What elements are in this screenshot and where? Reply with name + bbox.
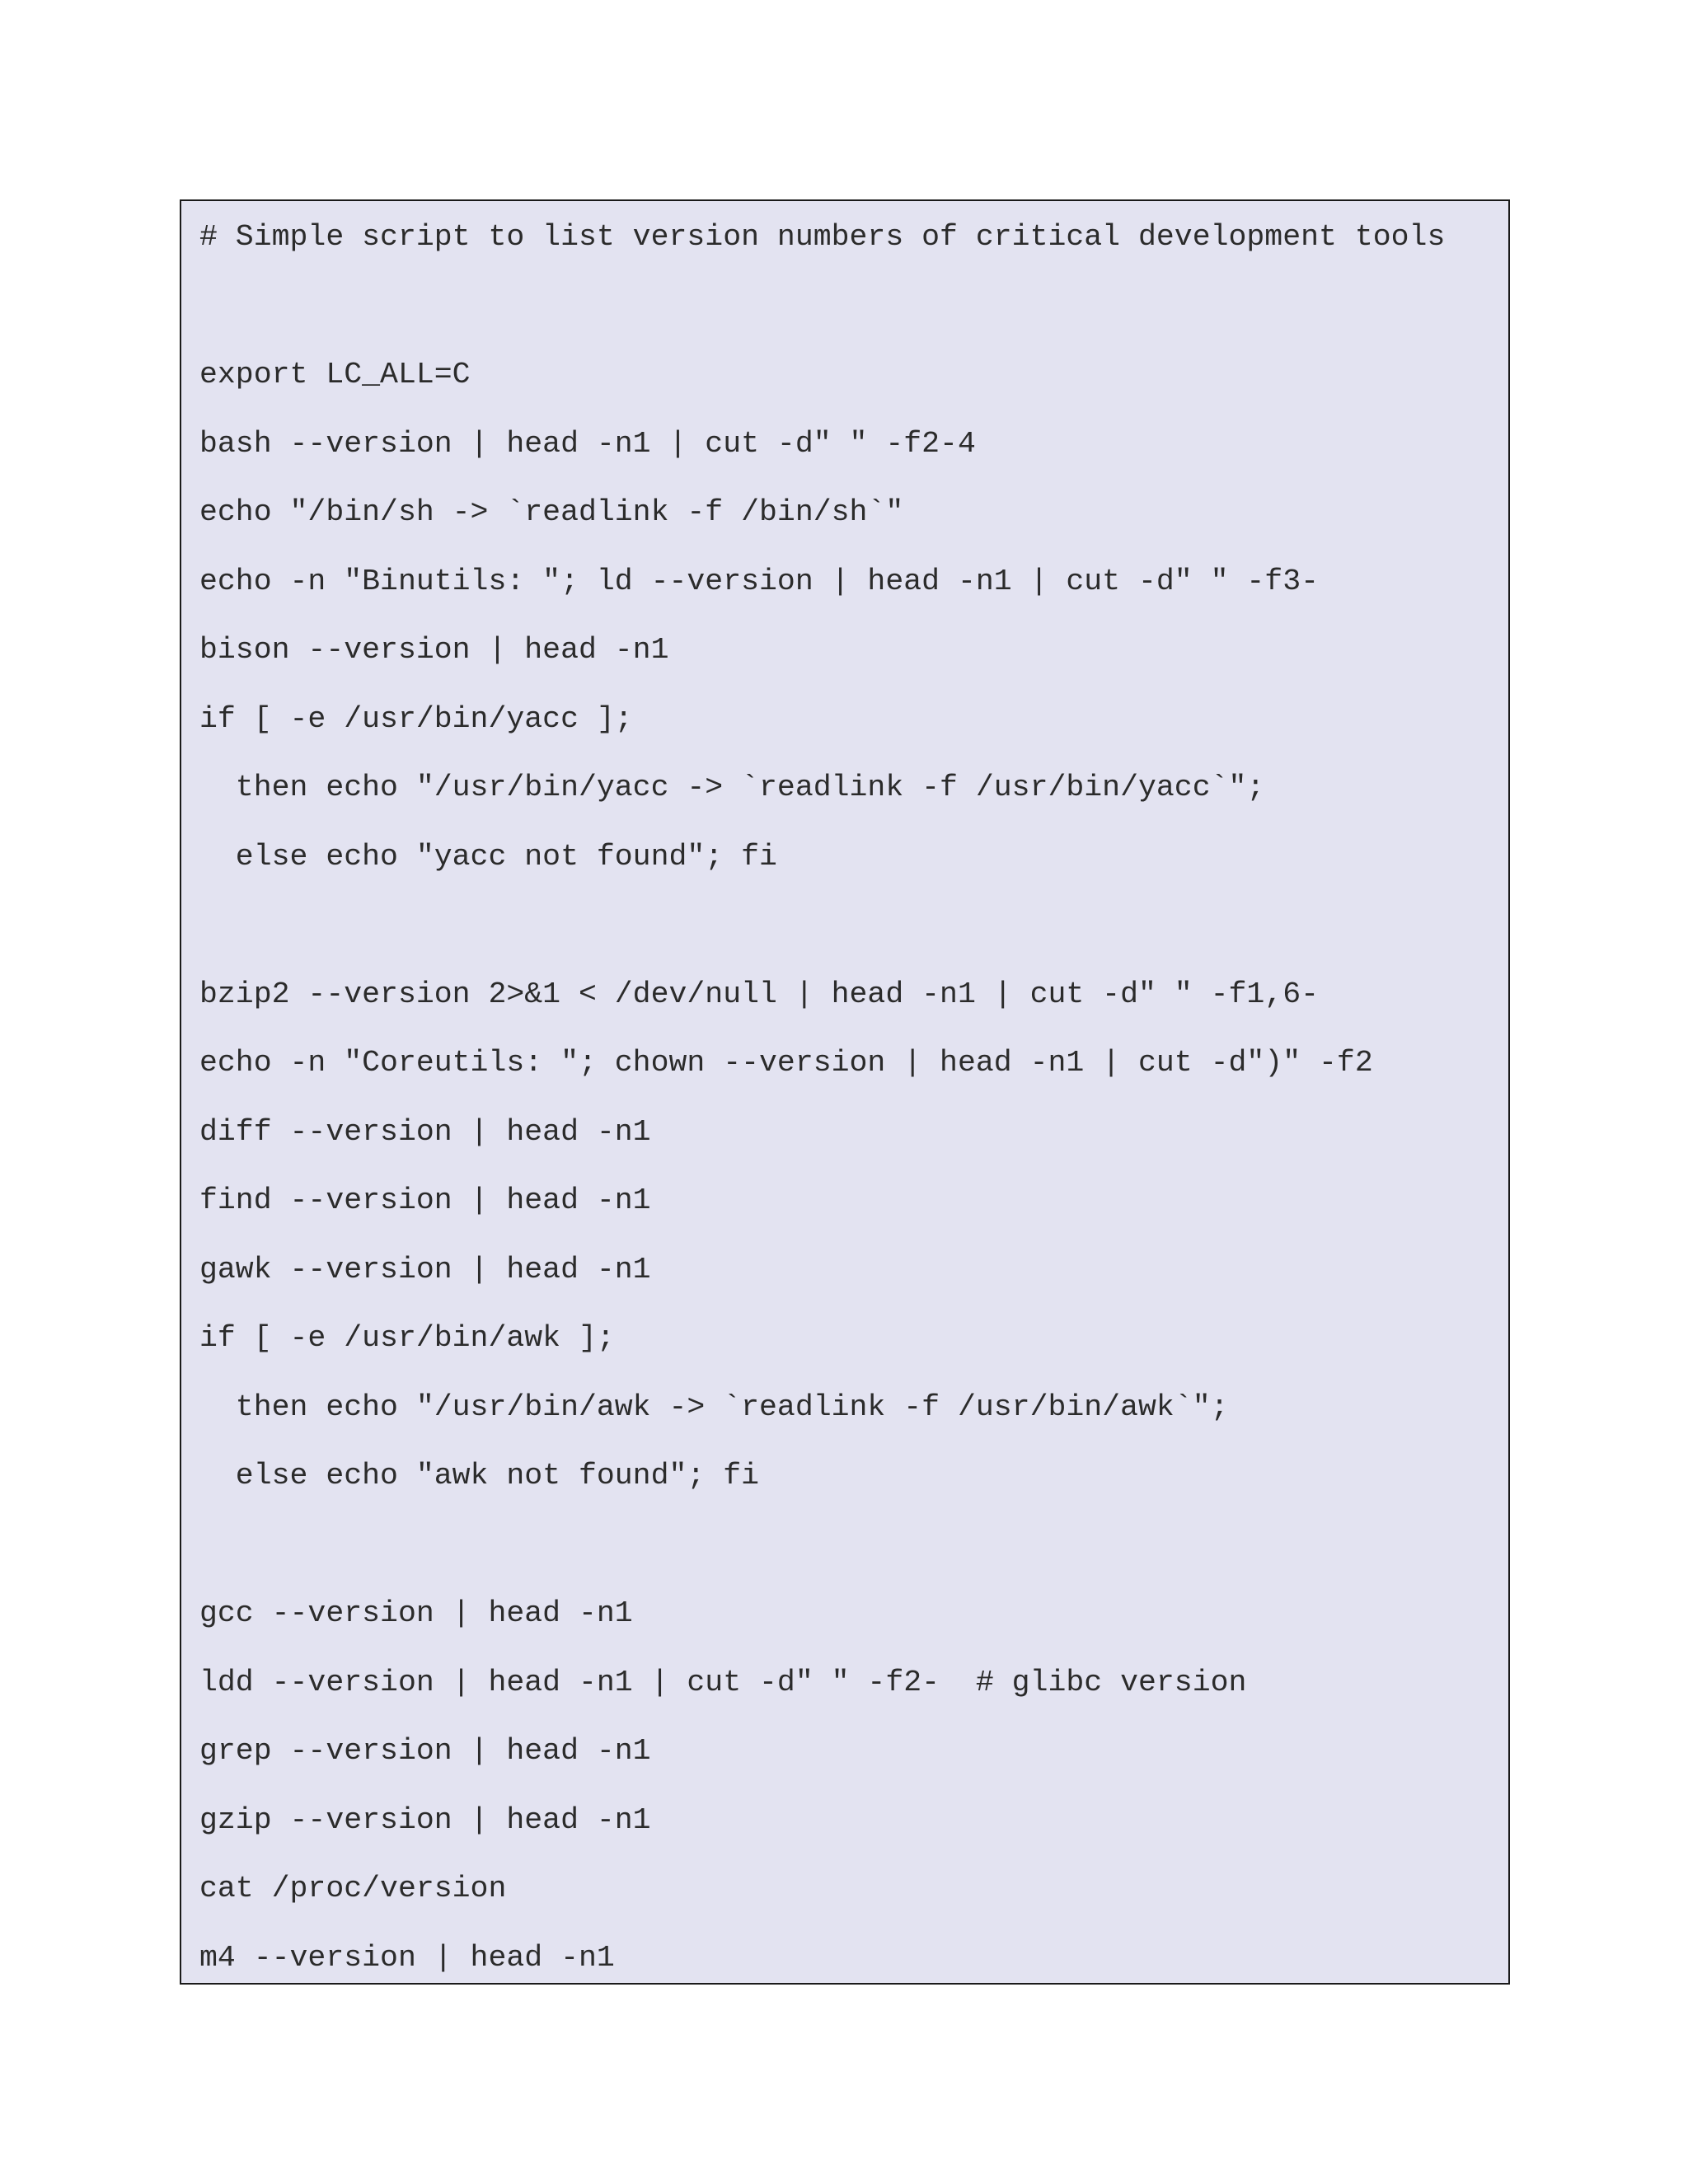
code-line: echo -n "Binutils: "; ld --version | head -n1 | cut -d" " -f3- <box>199 564 1320 598</box>
code-line: export LC_ALL=C <box>199 358 471 391</box>
code-line: else echo "awk not found"; fi <box>199 1459 760 1493</box>
code-line: gzip --version | head -n1 <box>199 1802 651 1837</box>
code-line: grep --version | head -n1 <box>199 1734 651 1768</box>
code-line <box>199 891 1445 960</box>
code-line: if [ -e /usr/bin/yacc ]; <box>199 701 633 736</box>
code-line: bison --version | head -n1 <box>199 633 669 667</box>
code-line: then echo "/usr/bin/awk -> `readlink -f /usr/bin/awk`"; <box>199 1390 1229 1424</box>
code-line: echo "/bin/sh -> `readlink -f /bin/sh`" <box>199 495 904 529</box>
code-line: gawk --version | head -n1 <box>199 1252 651 1286</box>
code-line <box>199 1511 1445 1580</box>
code-line: bzip2 --version 2>&1 < /dev/null | head -n1 | cut -d" " -f1,6- <box>199 977 1320 1011</box>
code-line: find --version | head -n1 <box>199 1183 651 1217</box>
code-line: m4 --version | head -n1 <box>199 1940 615 1975</box>
code-line: then echo "/usr/bin/yacc -> `readlink -f /usr/bin/yacc`"; <box>199 771 1265 804</box>
code-listing-box <box>180 199 1510 1985</box>
code-line: echo -n "Coreutils: "; chown --version | head -n1 | cut -d")" -f2 <box>199 1046 1373 1080</box>
code-line: else echo "yacc not found"; fi <box>199 839 777 874</box>
code-line: diff --version | head -n1 <box>199 1114 651 1149</box>
code-lines <box>199 203 1445 1992</box>
code-line: gcc --version | head -n1 <box>199 1596 633 1630</box>
code-line: ldd --version | head -n1 | cut -d" " -f2- # glibc version <box>199 1665 1247 1699</box>
code-line: cat /proc/version <box>199 1872 507 1905</box>
code-line: if [ -e /usr/bin/awk ]; <box>199 1321 615 1355</box>
code-line: bash --version | head -n1 | cut -d" " -f2-4 <box>199 426 976 461</box>
code-line <box>199 272 1445 341</box>
code-line: # Simple script to list version numbers of critical development tools <box>199 220 1446 254</box>
